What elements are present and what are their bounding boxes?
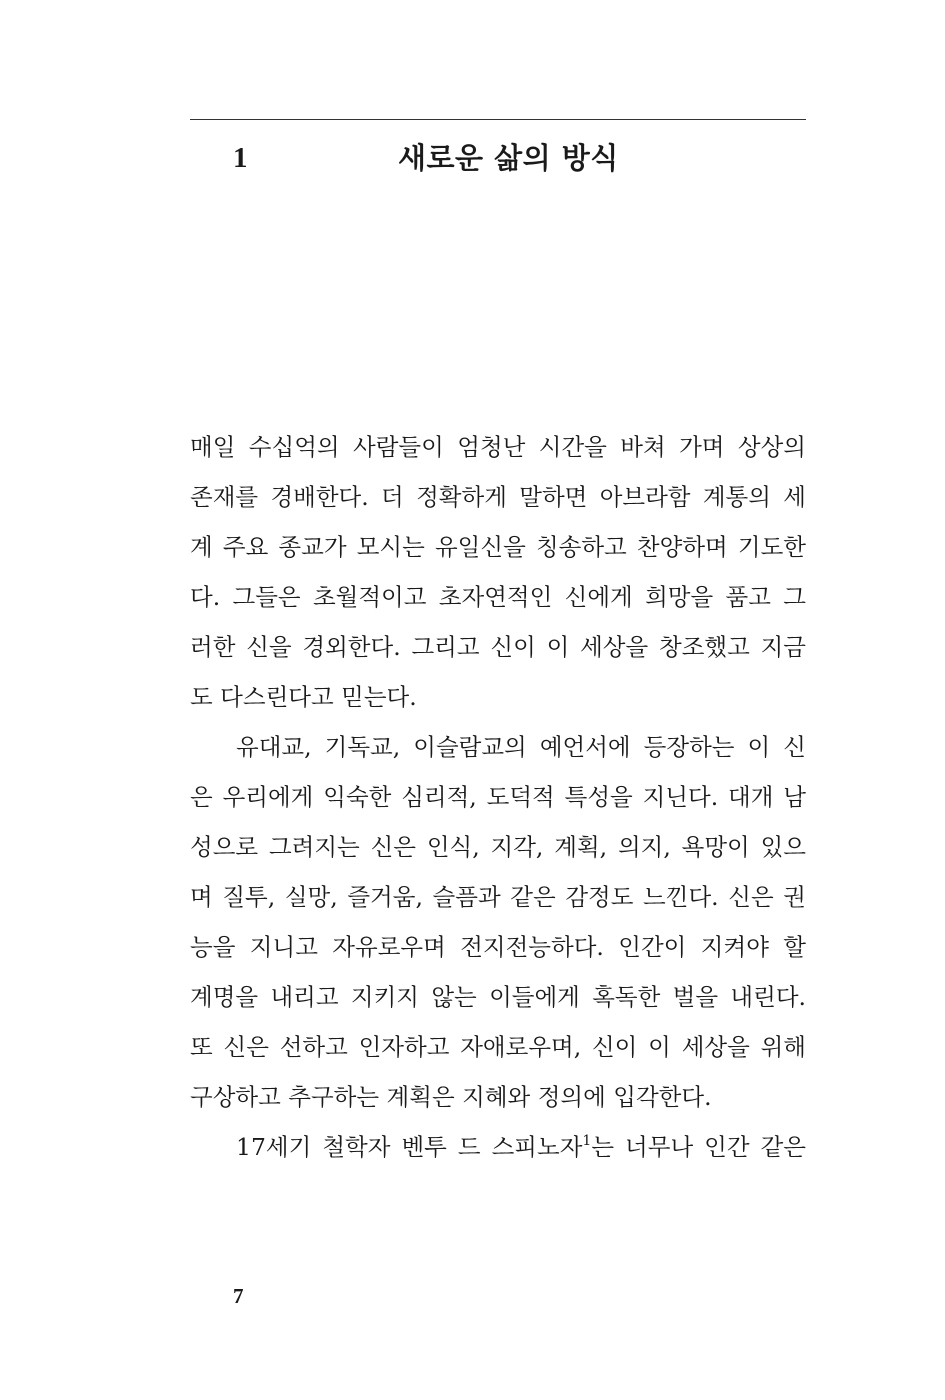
header-rule [190, 119, 806, 120]
footnote-marker[interactable]: 1 [582, 1133, 592, 1149]
paragraph-3-line-1 [190, 1122, 806, 1172]
paragraph-2-line-2: 은 우리에게 익숙한 심리적, 도덕적 특성을 지닌다. 대개 남 [190, 783, 806, 811]
chapter-title: 새로운 삶의 방식 [398, 141, 619, 175]
paragraph-2-line-3: 성으로 그려지는 신은 인식, 지각, 계획, 의지, 욕망이 있으 [190, 833, 806, 861]
chapter-number: 1 [233, 142, 248, 174]
page-number: 7 [233, 1284, 244, 1308]
body-text [190, 422, 806, 1172]
paragraph-1-line-6: 도 다스린다고 믿는다. [190, 683, 417, 711]
paragraph-1-line-5: 러한 신을 경외한다. 그리고 신이 이 세상을 창조했고 지금 [190, 633, 806, 661]
paragraph-1-line-2: 존재를 경배한다. 더 정확하게 말하면 아브라함 계통의 세 [190, 483, 806, 511]
paragraph-2-line-5: 능을 지니고 자유로우며 전지전능하다. 인간이 지켜야 할 [190, 933, 806, 961]
paragraph-2-line-6: 계명을 내리고 지키지 않는 이들에게 혹독한 벌을 내린다. [190, 983, 806, 1011]
paragraph-3-text-before-footnote: 17세기 철학자 벤투 드 스피노자 [236, 1133, 583, 1161]
paragraph-2-line-4: 며 질투, 실망, 즐거움, 슬픔과 같은 감정도 느낀다. 신은 권 [190, 883, 806, 911]
paragraph-3-text-after-footnote: 는 너무나 인간 같은 [591, 1133, 806, 1161]
paragraph-2-line-1: 유대교, 기독교, 이슬람교의 예언서에 등장하는 이 신 [236, 733, 806, 761]
paragraph-2-line-8: 구상하고 추구하는 계획은 지혜와 정의에 입각한다. [190, 1083, 712, 1111]
paragraph-1-line-3: 계 주요 종교가 모시는 유일신을 칭송하고 찬양하며 기도한 [190, 533, 806, 561]
paragraph-2-line-7: 또 신은 선하고 인자하고 자애로우며, 신이 이 세상을 위해 [190, 1033, 806, 1061]
paragraph-1-line-1: 매일 수십억의 사람들이 엄청난 시간을 바쳐 가며 상상의 [190, 433, 806, 461]
paragraph-1-line-4: 다. 그들은 초월적이고 초자연적인 신에게 희망을 품고 그 [190, 583, 806, 611]
